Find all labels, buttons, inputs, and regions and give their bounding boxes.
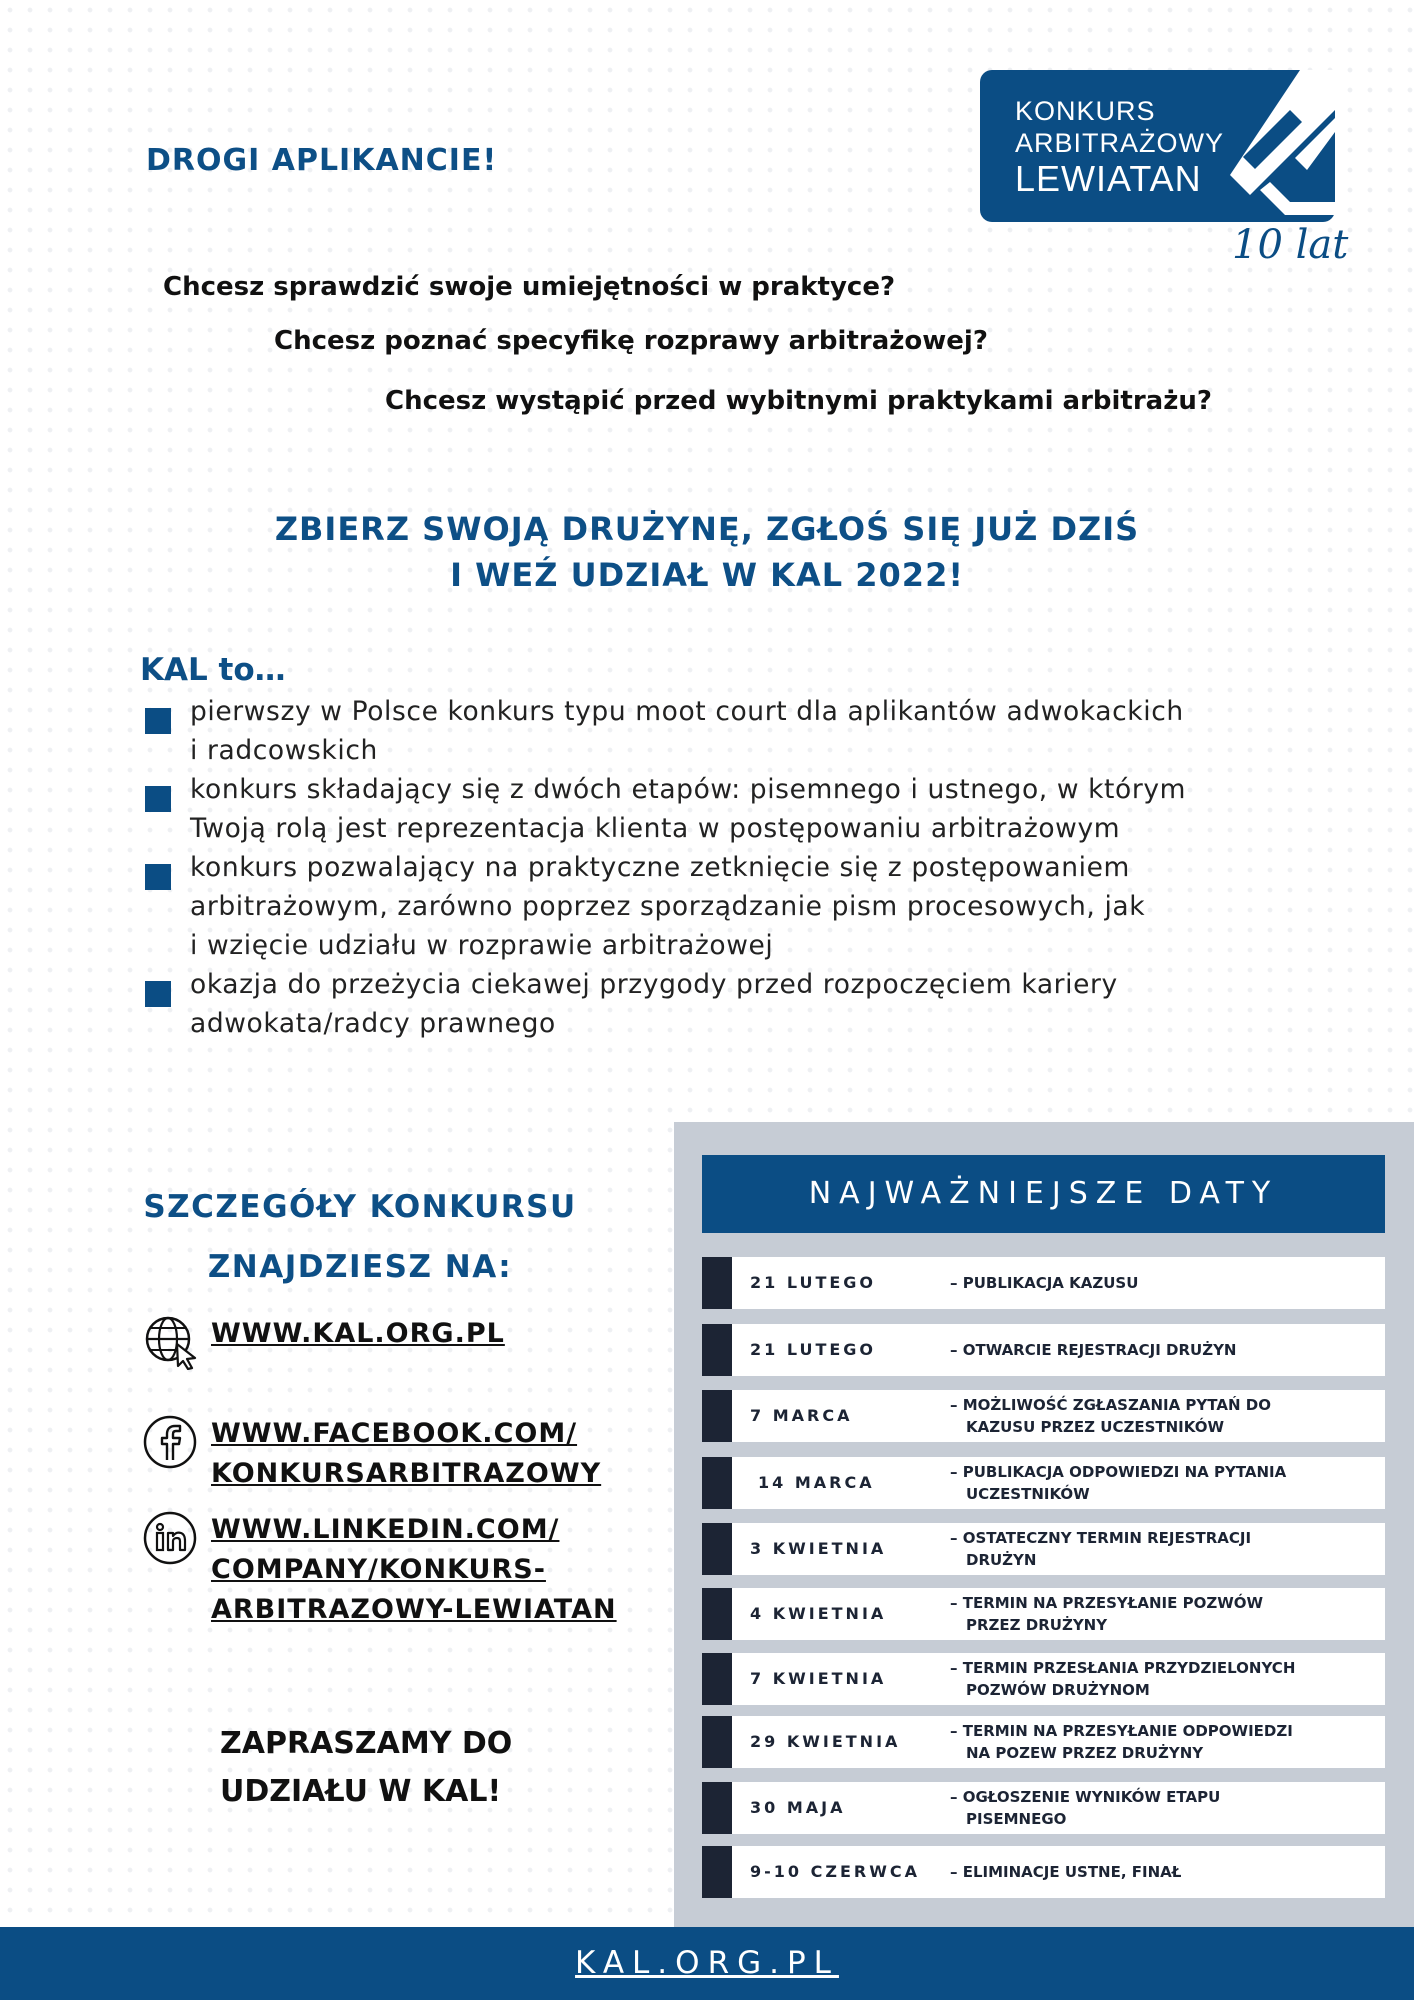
- event-text: – TERMIN NA PRZESYŁANIE POZWÓW: [950, 1594, 1264, 1612]
- linkedin-icon: [143, 1510, 199, 1566]
- linkedin-link-line-1[interactable]: WWW.LINKEDIN.COM/: [211, 1514, 560, 1545]
- event-text: – OSTATECZNY TERMIN REJESTRACJI: [950, 1529, 1252, 1547]
- event-text: – TERMIN NA PRZESYŁANIE ODPOWIEDZI: [950, 1722, 1293, 1740]
- row-marker: [702, 1653, 732, 1705]
- table-row: [702, 1523, 1385, 1575]
- facebook-link-line-1[interactable]: WWW.FACEBOOK.COM/: [211, 1418, 578, 1449]
- invitation-line-1: ZAPRASZAMY DO: [220, 1726, 513, 1761]
- event-text: KAZUSU PRZEZ UCZESTNIKÓW: [966, 1418, 1224, 1436]
- list-item: [140, 848, 1300, 965]
- event-label: [950, 1846, 1380, 1898]
- table-row: [702, 1716, 1385, 1768]
- kal-section-title: KAL to…: [140, 652, 286, 688]
- event-label: [950, 1457, 1380, 1509]
- bullet-text: i wzięcie udziału w rozprawie arbitrażowej: [190, 930, 774, 961]
- event-text: – MOŻLIWOŚĆ ZGŁASZANIA PYTAŃ DO: [950, 1396, 1271, 1414]
- greeting-heading: DROGI APLIKANCIE!: [146, 143, 498, 178]
- logo: [980, 70, 1335, 225]
- row-marker: [702, 1846, 732, 1898]
- event-text: – TERMIN PRZESŁANIA PRZYDZIELONYCH: [950, 1659, 1296, 1677]
- event-label: [950, 1588, 1380, 1640]
- details-heading-line-1: SZCZEGÓŁY KONKURSU: [143, 1189, 577, 1225]
- list-item: [140, 965, 1300, 1043]
- bullet-text: pierwszy w Polsce konkurs typu moot court dla aplikantów adwokackich: [190, 696, 1184, 727]
- row-marker: [702, 1457, 732, 1509]
- row-marker: [702, 1523, 732, 1575]
- date-label: 4 KWIETNIA: [750, 1604, 887, 1623]
- bullet-text: i radcowskich: [190, 735, 378, 766]
- globe-cursor-icon: [143, 1314, 199, 1370]
- logo-line-3: LEWIATAN: [1015, 158, 1202, 199]
- kal-bullet-list: [140, 692, 1300, 1043]
- date-label: 9-10 CZERWCA: [750, 1862, 920, 1881]
- linkedin-link-line-2[interactable]: COMPANY/KONKURS-: [211, 1554, 546, 1585]
- logo-gavel-icon: [1210, 70, 1335, 230]
- table-row: [702, 1324, 1385, 1376]
- row-marker: [702, 1716, 732, 1768]
- event-text: – OGŁOSZENIE WYNIKÓW ETAPU: [950, 1788, 1221, 1806]
- table-row: [702, 1782, 1385, 1834]
- bullet-square-icon: [145, 786, 171, 812]
- event-label: [950, 1324, 1380, 1376]
- bullet-square-icon: [145, 864, 171, 890]
- list-item: [140, 770, 1300, 848]
- event-text: PRZEZ DRUŻYNY: [966, 1616, 1108, 1634]
- date-label: 30 MAJA: [750, 1798, 846, 1817]
- bullet-text: arbitrażowym, zarówno poprzez sporządzanie pism procesowych, jak: [190, 891, 1146, 922]
- date-label: 7 MARCA: [750, 1406, 853, 1425]
- row-marker: [702, 1390, 732, 1442]
- table-row: [702, 1457, 1385, 1509]
- facebook-link[interactable]: [211, 1414, 601, 1494]
- logo-line-2: ARBITRAŻOWY: [1015, 128, 1225, 158]
- facebook-icon: [143, 1414, 199, 1470]
- cta-line-2: I WEŹ UDZIAŁ W KAL 2022!: [450, 556, 964, 594]
- bullet-square-icon: [145, 708, 171, 734]
- event-text: – OTWARCIE REJESTRACJI DRUŻYN: [950, 1341, 1237, 1359]
- table-row: [702, 1390, 1385, 1442]
- table-row: [702, 1257, 1385, 1309]
- event-label: [950, 1782, 1380, 1834]
- bullet-text: okazja do przeżycia ciekawej przygody przed rozpoczęciem kariery: [190, 969, 1118, 1000]
- footer-link[interactable]: KAL.ORG.PL: [575, 1945, 839, 1981]
- event-text: – ELIMINACJE USTNE, FINAŁ: [950, 1863, 1182, 1881]
- bullet-text: adwokata/radcy prawnego: [190, 1008, 556, 1039]
- event-text: – PUBLIKACJA KAZUSU: [950, 1274, 1139, 1292]
- facebook-link-line-2[interactable]: KONKURSARBITRAZOWY: [211, 1458, 602, 1489]
- details-heading-line-2: ZNAJDZIESZ NA:: [207, 1249, 513, 1285]
- date-label: 7 KWIETNIA: [750, 1669, 887, 1688]
- logo-line-1: KONKURS: [1015, 96, 1156, 126]
- bullet-text: konkurs pozwalający na praktyczne zetknięcie się z postępowaniem: [190, 852, 1130, 883]
- cta-line-1: ZBIERZ SWOJĄ DRUŻYNĘ, ZGŁOŚ SIĘ JUŻ DZIŚ: [274, 510, 1140, 548]
- event-label: [950, 1523, 1380, 1575]
- call-to-action: [0, 506, 1414, 598]
- event-text: PISEMNEGO: [966, 1810, 1067, 1828]
- row-marker: [702, 1782, 732, 1834]
- logo-anniversary: 10 lat: [1232, 222, 1349, 268]
- event-label: [950, 1653, 1380, 1705]
- event-label: [950, 1716, 1380, 1768]
- linkedin-link[interactable]: [211, 1510, 617, 1630]
- event-text: DRUŻYN: [966, 1551, 1037, 1569]
- event-text: UCZESTNIKÓW: [966, 1485, 1090, 1503]
- event-text: – PUBLIKACJA ODPOWIEDZI NA PYTANIA: [950, 1463, 1287, 1481]
- list-item: [140, 692, 1300, 770]
- bullet-text: konkurs składający się z dwóch etapów: pisemnego i ustnego, w którym: [190, 774, 1187, 805]
- bullet-square-icon: [145, 981, 171, 1007]
- event-text: POZWÓW DRUŻYNOM: [966, 1681, 1150, 1699]
- date-label: 14 MARCA: [758, 1473, 875, 1492]
- event-label: [950, 1257, 1380, 1309]
- bullet-text: Twoją rolą jest reprezentacja klienta w postępowaniu arbitrażowym: [190, 813, 1121, 844]
- question-3: Chcesz wystąpić przed wybitnymi praktykami arbitrażu?: [385, 386, 1212, 416]
- row-marker: [702, 1324, 732, 1376]
- question-2: Chcesz poznać specyfikę rozprawy arbitrażowej?: [274, 326, 988, 356]
- row-marker: [702, 1588, 732, 1640]
- date-label: 29 KWIETNIA: [750, 1732, 901, 1751]
- invitation-text: [220, 1720, 512, 1816]
- dates-header: NAJWAŻNIEJSZE DATY: [702, 1155, 1385, 1233]
- footer-bar: [0, 1927, 1414, 2000]
- date-label: 21 LUTEGO: [750, 1340, 877, 1359]
- invitation-line-2: UDZIAŁU W KAL!: [220, 1774, 502, 1809]
- date-label: 3 KWIETNIA: [750, 1539, 887, 1558]
- event-text: NA POZEW PRZEZ DRUŻYNY: [966, 1744, 1204, 1762]
- website-link[interactable]: WWW.KAL.ORG.PL: [211, 1318, 505, 1349]
- table-row: [702, 1653, 1385, 1705]
- table-row: [702, 1846, 1385, 1898]
- row-marker: [702, 1257, 732, 1309]
- event-label: [950, 1390, 1380, 1442]
- details-heading: [130, 1177, 590, 1297]
- table-row: [702, 1588, 1385, 1640]
- linkedin-link-line-3[interactable]: ARBITRAZOWY-LEWIATAN: [211, 1594, 617, 1625]
- question-1: Chcesz sprawdzić swoje umiejętności w praktyce?: [163, 272, 896, 302]
- date-label: 21 LUTEGO: [750, 1273, 877, 1292]
